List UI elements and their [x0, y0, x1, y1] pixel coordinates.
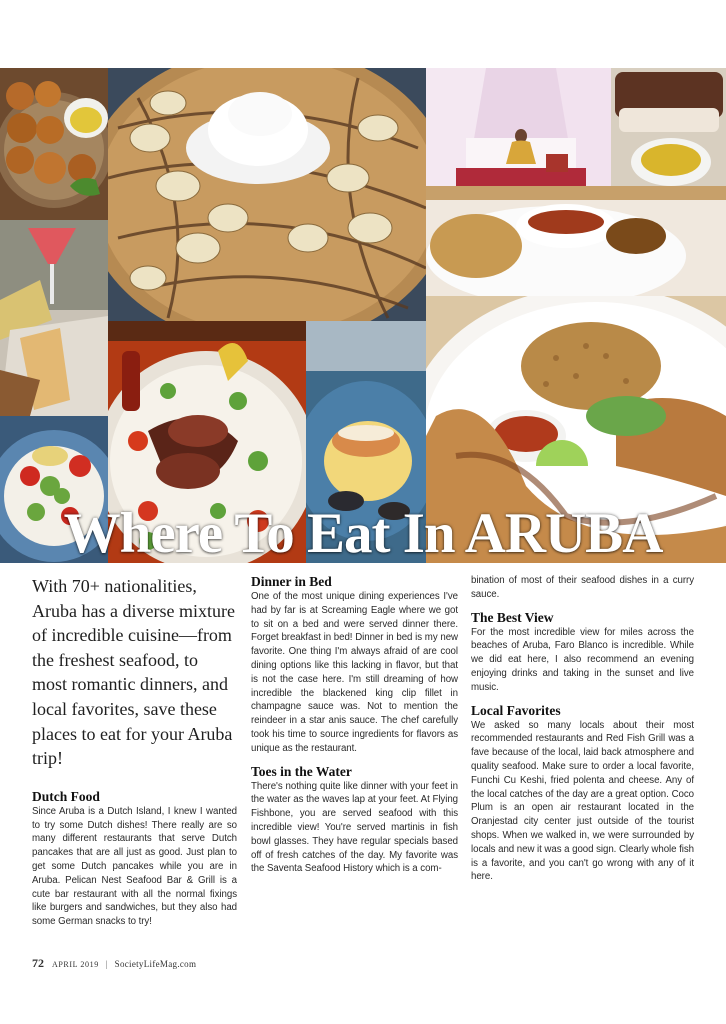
- section-heading-the-best-view: The Best View: [471, 609, 554, 625]
- section-heading-local-favorites: Local Favorites: [471, 702, 561, 718]
- column-1: [32, 574, 237, 929]
- section-body-dinner-in-bed: One of the most unique dining experiences I've had by far is at Screaming Eagle where we got to sit on a bed and were served dinner there. Forget breakfast in bed! Dinner in bed is my new favorite. One thing I'm always afraid of are cool dining options like this lacking in flavor, but that is not the case here. I'm still dreaming of how incredible the blackened king clip fillet in champagne sauce was. Not to mention the reindeer in a star anis sauce. The chef carefully took his time to source ingredients for flavors as unique as the restaurant.: [251, 591, 458, 754]
- section-body-toes-in-the-water-continued: bination of most of their seafood dishes in a curry sauce.: [471, 575, 694, 600]
- section-heading-dinner-in-bed: Dinner in Bed: [251, 574, 332, 589]
- website-link[interactable]: SocietyLifeMag.com: [114, 959, 197, 969]
- intro-paragraph: With 70+ nationalities, Aruba has a diverse mixture of incredible cuisine—from the freshest seafood, to most romantic dinners, and local favorites, save these places to eat for your Aruba trip!: [32, 576, 235, 769]
- section-heading-dutch-food: Dutch Food: [32, 788, 100, 804]
- column-3: [471, 574, 694, 884]
- page-title: Where To Eat In ARUBA: [63, 502, 663, 565]
- section-heading-toes-in-the-water: Toes in the Water: [251, 763, 352, 779]
- section-body-toes-in-the-water: There's nothing quite like dinner with your feet in the water as the waves lap at your feet. At Flying Fishbone, you are served seafood with this incredible view! You're served martinis in fish bowl glasses. They have regular specials based off of fresh catches of the day. My favorite was the Saventa Seafood History which is a com-: [251, 780, 458, 875]
- column-2: [251, 574, 458, 876]
- dutch-pancake-photo: [108, 68, 426, 321]
- bread-and-sauce-photo: [611, 68, 726, 186]
- section-body-the-best-view: For the most incredible view for miles across the beaches of Aruba, Faro Blanco is incredible. While we did eat here, I also recommend an evening enjoying drinks and taking in the sunset and live music.: [471, 626, 694, 693]
- section-body-local-favorites: We asked so many locals about their most recommended restaurants and Red Fish Grill was a fave because of the local, laid back atmosphere and quality seafood. Make sure to order a local favorite, Funchi Cu Keshi, fried polenta and cheese. Any of the local catches of the day are a great option. Coco Plum is an open air restaurant located in the Oranjestad city center just outside of the tourist shops. When we walked in, we were surrounded by locals and new it was a good sign. Clearly whole fish is a favorite, and you can't go wrong with any of it here.: [471, 719, 694, 883]
- fried-croquettes-photo: [0, 68, 108, 220]
- photo-collage: [0, 68, 726, 563]
- footer-separator: |: [105, 959, 108, 969]
- page-number: 72: [32, 956, 44, 970]
- rice-bowl-photo: [426, 186, 726, 296]
- cocktail-and-roll-photo: [0, 220, 108, 416]
- issue-date: APRIL 2019: [52, 960, 99, 969]
- woman-on-bed-photo: [426, 68, 611, 186]
- page-footer: [32, 956, 196, 972]
- section-body-dutch-food: Since Aruba is a Dutch Island, I knew I wanted to try some Dutch dishes! There really are so many different restaurants that serve Dutch pancakes that are all just as good. Just plan to get some Dutch pancakes while you are in Aruba. Pelican Nest Seafood Bar & Grill is a cute bar restaurant with all the normal fixings like burgers and sandwiches, but they also had some German snacks to try!: [32, 805, 237, 928]
